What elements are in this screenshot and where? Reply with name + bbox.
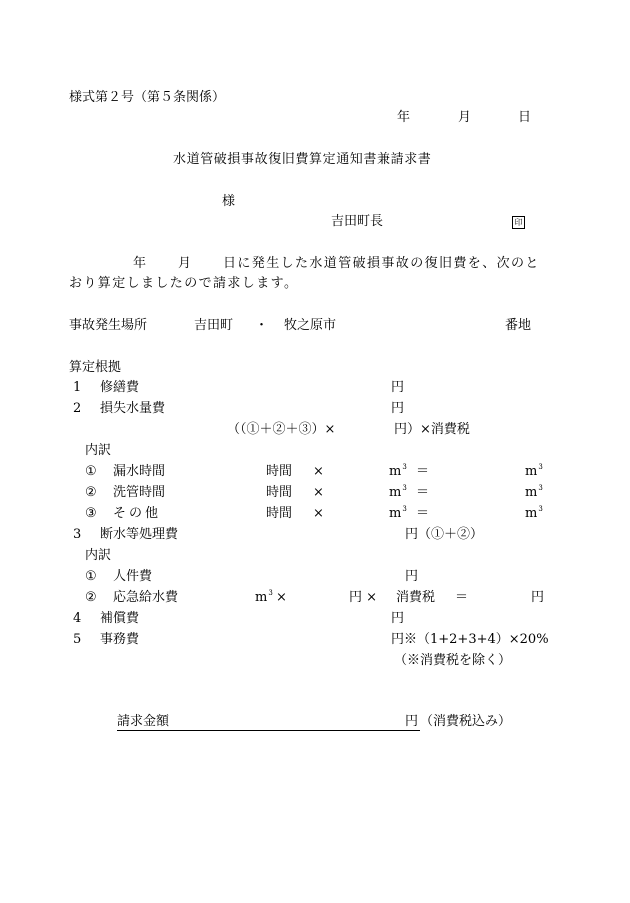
leak-m3-result-unit: m (525, 464, 538, 479)
item4-number: 4 (73, 611, 82, 626)
date-year-label: 年 (397, 110, 411, 125)
claim-yen: 円 (405, 714, 419, 729)
water-supply-m3-unit: m (255, 590, 268, 605)
item1-name: 修繕費 (100, 380, 140, 395)
item2-name: 損失水量費 (100, 401, 166, 416)
other-eq: ＝ (416, 506, 430, 521)
item5-name: 事務費 (100, 632, 140, 647)
item2-formula-b: 円）×消費税 (394, 422, 470, 437)
labor-name: 人件費 (113, 569, 153, 584)
other-mark: ③ (85, 506, 97, 521)
flush-m3-unit: m (389, 485, 402, 500)
item2-breakdown-label: 内訳 (85, 443, 112, 458)
flush-hours: 時間 (266, 485, 293, 500)
form-number: 様式第２号（第５条関係） (69, 90, 226, 105)
water-supply-times: × (276, 590, 287, 605)
other-m3-result (525, 506, 543, 523)
other-m3 (389, 506, 407, 523)
flush-times: × (313, 485, 324, 500)
water-supply-name: 応急給水費 (113, 590, 179, 605)
flush-m3 (389, 485, 407, 502)
leak-m3-unit: m (389, 464, 402, 479)
item5-number: 5 (73, 632, 82, 647)
flush-eq: ＝ (416, 485, 430, 500)
item1-unit: 円 (391, 380, 405, 395)
leak-m3-result-exp: 3 (538, 463, 543, 471)
addressee-suffix: 様 (222, 194, 236, 209)
item2-formula-a: （（①＋②＋③）× (227, 422, 336, 437)
water-supply-m3-exp: 3 (268, 589, 273, 597)
labor-unit: 円 (405, 569, 419, 584)
intro-month: 月 (178, 256, 192, 271)
other-name: その他 (113, 506, 162, 521)
leak-m3-result (525, 464, 543, 481)
flush-m3-exp: 3 (402, 484, 407, 492)
item2-number: 2 (73, 401, 82, 416)
other-m3-result-exp: 3 (538, 505, 543, 513)
item4-name: 補償費 (100, 611, 140, 626)
intro-line1: 日に発生した水道管破損事故の復旧費を、次のと (223, 256, 540, 271)
flush-mark: ② (85, 485, 97, 500)
other-hours: 時間 (266, 506, 293, 521)
other-m3-unit: m (389, 506, 402, 521)
water-supply-yen: 円 (531, 590, 545, 605)
location-dot: ・ (255, 318, 269, 333)
basis-label: 算定根拠 (69, 360, 122, 375)
water-supply-tax: 消費税 (396, 590, 436, 605)
item5-unit: 円※（1+2+3+4）×20% (391, 632, 549, 647)
flush-m3-result (525, 485, 543, 502)
other-m3-exp: 3 (402, 505, 407, 513)
item3-unit: 円（①＋②） (405, 527, 484, 542)
intro-line2: おり算定しましたので請求します。 (69, 276, 299, 291)
leak-name: 漏水時間 (113, 464, 166, 479)
flush-name: 洗管時間 (113, 485, 166, 500)
leak-m3-exp: 3 (402, 463, 407, 471)
flush-m3-result-unit: m (525, 485, 538, 500)
intro-year: 年 (133, 256, 147, 271)
other-times: × (313, 506, 324, 521)
item3-number: 3 (73, 527, 82, 542)
water-supply-yen-x: 円 × (349, 590, 378, 605)
seal-icon: 印 (512, 216, 525, 229)
labor-mark: ① (85, 569, 97, 584)
item4-unit: 円 (391, 611, 405, 626)
claim-suffix: （消費税込み） (420, 714, 512, 729)
flush-m3-result-exp: 3 (538, 484, 543, 492)
location-label: 事故発生場所 (69, 318, 148, 333)
item5-note: （※消費税を除く） (394, 653, 512, 668)
issuer-name: 吉田町長 (331, 214, 384, 229)
leak-m3 (389, 464, 407, 481)
document-title: 水道管破損事故復旧費算定通知書兼請求書 (173, 152, 432, 167)
item1-number: 1 (73, 380, 82, 395)
location-banchi: 番地 (505, 318, 532, 333)
leak-eq: ＝ (416, 464, 430, 479)
leak-hours: 時間 (266, 464, 293, 479)
date-day-label: 日 (518, 110, 532, 125)
location-town: 吉田町 (194, 318, 234, 333)
water-supply-mark: ② (85, 590, 97, 605)
water-supply-eq: ＝ (455, 590, 469, 605)
item2-unit: 円 (391, 401, 405, 416)
seal-mark (512, 214, 525, 230)
claim-amount-line (117, 730, 420, 731)
location-area: 牧之原市 (284, 318, 337, 333)
water-supply-m3 (255, 590, 273, 607)
date-month-label: 月 (458, 110, 472, 125)
item3-name: 断水等処理費 (100, 527, 179, 542)
claim-label: 請求金額 (117, 714, 170, 729)
leak-mark: ① (85, 464, 97, 479)
item3-breakdown-label: 内訳 (85, 548, 112, 563)
leak-times: × (313, 464, 324, 479)
other-m3-result-unit: m (525, 506, 538, 521)
